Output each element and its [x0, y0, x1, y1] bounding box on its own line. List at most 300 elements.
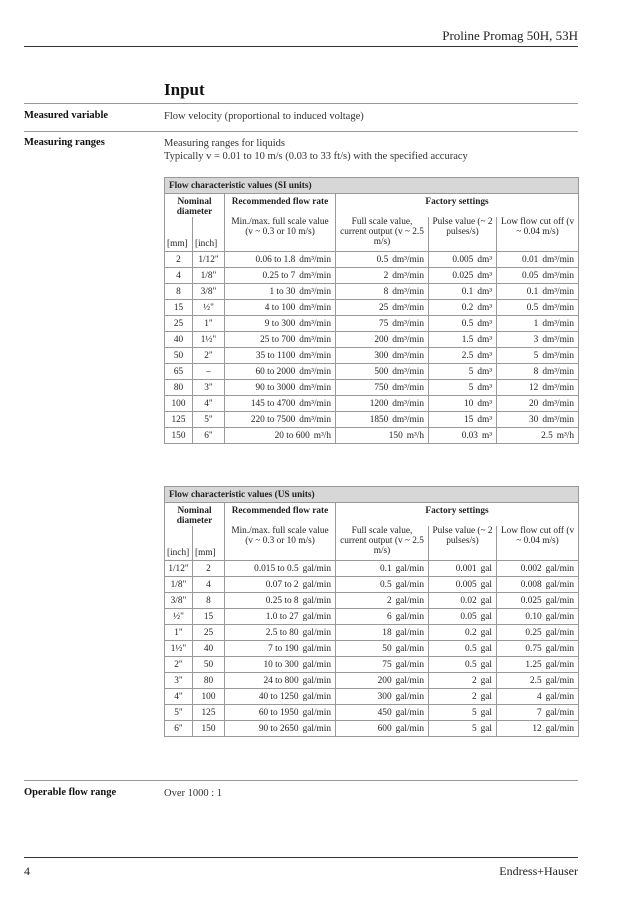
cell-unit: dm³	[477, 318, 492, 329]
table-cell: 6"	[165, 721, 193, 737]
document-title: Proline Promag 50H, 53H	[442, 28, 578, 43]
cell-unit: gal/min	[545, 707, 575, 718]
cell-unit: gal/min	[545, 723, 575, 734]
cell-unit: gal	[480, 691, 492, 702]
header-unit-mm: [mm]	[165, 217, 193, 252]
cell-unit: gal	[480, 643, 492, 654]
table-cell: 3"	[165, 673, 193, 689]
table-cell	[429, 641, 497, 657]
cell-value: 12	[529, 382, 539, 393]
cell-unit: gal/min	[395, 611, 424, 622]
cell-value: 15	[464, 414, 474, 425]
table-row	[165, 609, 579, 625]
cell-unit: dm³	[477, 270, 492, 281]
cell-unit: dm³/min	[542, 382, 575, 393]
cell-value: 0.10	[525, 611, 542, 622]
cell-value: 5	[471, 707, 477, 718]
cell-unit: gal/min	[545, 643, 575, 654]
cell-unit: gal/min	[302, 675, 331, 686]
cell-value: 0.5	[465, 643, 477, 654]
cell-value: 0.5	[379, 579, 392, 590]
table-cell	[225, 561, 336, 577]
cell-value: 24 to 800	[263, 675, 299, 686]
table-cell	[225, 364, 336, 380]
cell-value: 0.1	[526, 286, 539, 297]
table-cell: 4"	[165, 689, 193, 705]
cell-unit: gal/min	[395, 707, 424, 718]
table-cell	[336, 625, 429, 641]
table-cell: 1/12"	[165, 561, 193, 577]
cell-unit: dm³/min	[299, 270, 331, 281]
cell-value: 500	[374, 366, 389, 377]
cell-value: 0.2	[461, 302, 474, 313]
cell-value: 1.25	[525, 659, 542, 670]
cell-unit: gal	[480, 707, 492, 718]
cell-value: 0.02	[460, 595, 477, 606]
cell-unit: gal/min	[395, 723, 424, 734]
cell-value: 0.5	[461, 318, 474, 329]
table-cell: 5"	[193, 412, 225, 428]
cell-unit: dm³/min	[542, 302, 575, 313]
cell-value: 2	[386, 595, 392, 606]
cell-unit: dm³/min	[299, 414, 331, 425]
cell-value: 3	[533, 334, 539, 345]
cell-value: 300	[374, 350, 389, 361]
table-cell: 100	[165, 396, 193, 412]
table-row	[165, 705, 579, 721]
table-cell	[429, 673, 497, 689]
table-cell	[497, 721, 579, 737]
cell-unit: gal	[480, 595, 492, 606]
cell-value: 18	[382, 627, 392, 638]
cell-unit: dm³/min	[299, 398, 331, 409]
table-cell	[497, 348, 579, 364]
cell-unit: dm³/min	[299, 286, 331, 297]
table-cell: 80	[193, 673, 225, 689]
cell-value: 1	[533, 318, 539, 329]
table-cell: 15	[165, 300, 193, 316]
cell-value: 9 to 300	[264, 318, 296, 329]
cell-unit: gal/min	[395, 643, 424, 654]
table-row	[165, 300, 579, 316]
cell-value: 0.01	[522, 254, 539, 265]
table-row	[165, 428, 579, 444]
table-cell: 40	[165, 332, 193, 348]
table-cell	[429, 268, 497, 284]
header-minmax: Min./max. full scale value (v ~ 0.3 or 10 m/s)	[225, 526, 336, 561]
cell-value: 20	[529, 398, 539, 409]
table-cell	[336, 252, 429, 268]
cell-value: 20 to 600	[274, 430, 310, 441]
table-cell: 5"	[165, 705, 193, 721]
table-row	[165, 364, 579, 380]
cell-value: 2	[471, 675, 477, 686]
cell-value: 0.05	[460, 611, 477, 622]
table-cell	[225, 609, 336, 625]
table-cell: 1/8"	[193, 268, 225, 284]
us-flow-table	[164, 486, 579, 737]
cell-unit: dm³/min	[299, 350, 331, 361]
cell-value: 12	[532, 723, 542, 734]
cell-value: 0.03	[461, 430, 478, 441]
cell-unit: gal/min	[302, 627, 331, 638]
cell-value: 25 to 700	[260, 334, 296, 345]
cell-value: 6	[386, 611, 392, 622]
cell-value: 30	[529, 414, 539, 425]
table-cell	[336, 641, 429, 657]
cell-unit: gal/min	[545, 563, 575, 574]
table-cell	[336, 609, 429, 625]
table-cell	[429, 300, 497, 316]
table-cell	[336, 593, 429, 609]
cell-unit: dm³	[477, 302, 492, 313]
cell-unit: gal/min	[395, 595, 424, 606]
table-cell	[336, 348, 429, 364]
table-cell	[429, 657, 497, 673]
measured-variable-label: Measured variable	[24, 110, 109, 121]
cell-unit: dm³/min	[392, 414, 424, 425]
cell-value: 0.001	[455, 563, 477, 574]
table-cell	[497, 380, 579, 396]
cell-value: 10 to 300	[263, 659, 299, 670]
cell-unit: gal/min	[395, 563, 424, 574]
header-unit-inch: [inch]	[165, 526, 193, 561]
table-cell: 4"	[193, 396, 225, 412]
table-cell	[497, 396, 579, 412]
cell-unit: dm³/min	[392, 318, 424, 329]
table-cell	[497, 625, 579, 641]
table-cell	[225, 332, 336, 348]
table-cell: 1"	[165, 625, 193, 641]
cell-unit: gal/min	[302, 723, 331, 734]
cell-value: 5	[533, 350, 539, 361]
header-fullscale: Full scale value, current output (v ~ 2.5 m/s)	[336, 526, 429, 561]
cell-value: 0.25 to 8	[265, 595, 299, 606]
cell-unit: dm³/min	[299, 302, 331, 313]
cell-value: 0.015 to 0.5	[254, 563, 299, 574]
measuring-ranges-label: Measuring ranges	[24, 137, 105, 148]
table-cell: 2	[193, 561, 225, 577]
cell-value: 50	[382, 643, 392, 654]
measuring-ranges-line: Typically v = 0.01 to 10 m/s (0.03 to 33 ft/s) with the specified accuracy	[164, 151, 468, 162]
table-cell: 1½"	[165, 641, 193, 657]
cell-unit: gal/min	[395, 659, 424, 670]
table-cell	[429, 609, 497, 625]
table-cell	[429, 428, 497, 444]
cell-unit: dm³/min	[542, 254, 575, 265]
table-cell	[429, 561, 497, 577]
table-cell	[429, 625, 497, 641]
cell-unit: gal	[480, 563, 492, 574]
cell-value: 1200	[369, 398, 389, 409]
cell-value: 2.5	[461, 350, 474, 361]
table-row	[165, 348, 579, 364]
cell-value: 5	[468, 382, 474, 393]
table-cell	[225, 689, 336, 705]
header-nominal-diameter: Nominal diameter	[165, 194, 225, 218]
cell-unit: gal/min	[395, 627, 424, 638]
table-cell: 4	[165, 268, 193, 284]
cell-unit: gal/min	[545, 675, 575, 686]
cell-unit: dm³/min	[542, 414, 575, 425]
cell-value: 2.5	[541, 430, 553, 441]
table-cell: 80	[165, 380, 193, 396]
cell-unit: dm³	[477, 334, 492, 345]
table-cell	[497, 689, 579, 705]
table-cell: 3/8"	[165, 593, 193, 609]
cell-value: 0.5	[465, 659, 477, 670]
table-cell: 1½"	[193, 332, 225, 348]
cell-unit: gal/min	[302, 611, 331, 622]
header-factory-settings: Factory settings	[336, 194, 579, 218]
table-cell	[225, 396, 336, 412]
table-cell: 65	[165, 364, 193, 380]
cell-unit: dm³/min	[392, 286, 424, 297]
cell-value: 1850	[369, 414, 389, 425]
table-cell	[225, 721, 336, 737]
table-cell	[336, 412, 429, 428]
table-cell: 150	[165, 428, 193, 444]
table-cell: 3"	[193, 380, 225, 396]
cell-unit: gal/min	[545, 611, 575, 622]
cell-unit: gal	[480, 723, 492, 734]
cell-value: 450	[377, 707, 392, 718]
cell-unit: dm³/min	[542, 366, 575, 377]
measured-variable-value: Flow velocity (proportional to induced voltage)	[164, 111, 364, 122]
table-cell: 25	[193, 625, 225, 641]
table-cell	[336, 657, 429, 673]
table-cell	[225, 705, 336, 721]
cell-value: 220 to 7500	[250, 414, 296, 425]
table-cell	[497, 252, 579, 268]
table-cell: 2	[165, 252, 193, 268]
table-cell	[336, 316, 429, 332]
si-flow-table	[164, 177, 579, 444]
table-cell: 2"	[193, 348, 225, 364]
cell-unit: dm³/min	[542, 334, 575, 345]
table-cell	[225, 428, 336, 444]
table-cell	[225, 577, 336, 593]
cell-value: 1 to 30	[269, 286, 296, 297]
table-row	[165, 561, 579, 577]
cell-value: 2.5 to 80	[265, 627, 299, 638]
table-cell	[429, 721, 497, 737]
cell-value: 0.2	[465, 627, 477, 638]
cell-value: 0.25 to 7	[262, 270, 296, 281]
cell-value: 0.1	[379, 563, 392, 574]
table-cell	[225, 625, 336, 641]
cell-unit: dm³/min	[392, 382, 424, 393]
operable-flow-range-value: Over 1000 : 1	[164, 788, 223, 799]
table-cell	[225, 412, 336, 428]
table-cell	[429, 284, 497, 300]
cell-unit: gal	[480, 675, 492, 686]
cell-unit: dm³/min	[299, 254, 331, 265]
table-cell	[225, 252, 336, 268]
cell-unit: dm³	[477, 414, 492, 425]
cell-unit: gal/min	[302, 595, 331, 606]
cell-unit: dm³/min	[542, 350, 575, 361]
cell-value: 75	[378, 318, 389, 329]
cell-unit: dm³/min	[542, 318, 575, 329]
divider	[24, 780, 578, 781]
table-cell: 150	[193, 721, 225, 737]
cell-value: 25	[378, 302, 389, 313]
table-cell	[497, 268, 579, 284]
cell-unit: dm³/min	[392, 334, 424, 345]
table-cell	[497, 561, 579, 577]
cell-value: 0.025	[452, 270, 474, 281]
table-cell	[429, 689, 497, 705]
cell-value: 0.75	[525, 643, 542, 654]
table-cell	[225, 300, 336, 316]
cell-value: 150	[388, 430, 403, 441]
cell-unit: gal	[480, 659, 492, 670]
table-cell: 2"	[165, 657, 193, 673]
cell-value: 600	[377, 723, 392, 734]
table-cell	[497, 300, 579, 316]
cell-unit: dm³	[477, 366, 492, 377]
cell-unit: gal/min	[545, 579, 575, 590]
cell-value: 5	[468, 366, 474, 377]
table-cell	[336, 268, 429, 284]
cell-unit: gal	[480, 579, 492, 590]
header-minmax: Min./max. full scale value (v ~ 0.3 or 10 m/s)	[225, 217, 336, 252]
footer-rule	[24, 857, 578, 858]
cell-unit: dm³/min	[542, 286, 575, 297]
table-cell	[336, 284, 429, 300]
cell-unit: dm³/min	[392, 350, 424, 361]
table-row	[165, 593, 579, 609]
cell-unit: dm³	[477, 286, 492, 297]
cell-value: 5	[471, 723, 477, 734]
table-cell	[336, 577, 429, 593]
page-number: 4	[24, 864, 30, 878]
table-cell	[225, 641, 336, 657]
table-cell	[336, 396, 429, 412]
table-cell	[336, 380, 429, 396]
cell-unit: m³/h	[406, 430, 424, 441]
cell-value: 0.25	[525, 627, 542, 638]
header-lowflow: Low flow cut off (v ~ 0.04 m/s)	[497, 526, 579, 561]
table-cell	[336, 689, 429, 705]
cell-value: 7	[536, 707, 542, 718]
cell-value: 200	[374, 334, 389, 345]
table-cell: 50	[193, 657, 225, 673]
table-cell	[497, 657, 579, 673]
header-pulse: Pulse value (~ 2 pulses/s)	[429, 526, 497, 561]
table-cell	[429, 252, 497, 268]
table-cell	[336, 561, 429, 577]
table-row	[165, 689, 579, 705]
cell-value: 2	[471, 691, 477, 702]
table-cell: 25	[165, 316, 193, 332]
cell-value: 1.0 to 27	[265, 611, 299, 622]
cell-value: 0.025	[520, 595, 542, 606]
table-cell	[429, 577, 497, 593]
table-cell: 1/8"	[165, 577, 193, 593]
cell-unit: dm³	[477, 350, 492, 361]
cell-unit: gal/min	[302, 691, 331, 702]
table-row	[165, 252, 579, 268]
divider	[24, 103, 578, 104]
cell-unit: gal/min	[302, 707, 331, 718]
cell-unit: gal	[480, 627, 492, 638]
table-cell	[225, 348, 336, 364]
table-cell	[497, 609, 579, 625]
table-cell	[429, 705, 497, 721]
operable-flow-range-label: Operable flow range	[24, 787, 117, 798]
cell-unit: gal/min	[302, 643, 331, 654]
cell-unit: m³	[481, 430, 492, 441]
table-cell: 15	[193, 609, 225, 625]
table-cell	[497, 673, 579, 689]
table-cell	[429, 593, 497, 609]
table-cell: 8	[165, 284, 193, 300]
table-row	[165, 396, 579, 412]
table-cell	[497, 284, 579, 300]
table-cell: 40	[193, 641, 225, 657]
table-cell	[225, 380, 336, 396]
table-cell	[429, 380, 497, 396]
table-cell	[497, 428, 579, 444]
cell-value: 1.5	[461, 334, 474, 345]
cell-value: 300	[377, 691, 392, 702]
table-cell: 50	[165, 348, 193, 364]
table-cell	[336, 673, 429, 689]
cell-unit: gal/min	[302, 579, 331, 590]
header-recommended-flow: Recommended flow rate	[225, 194, 336, 218]
table-row	[165, 380, 579, 396]
table-cell: ½"	[165, 609, 193, 625]
cell-value: 4 to 100	[264, 302, 296, 313]
cell-value: 2.5	[530, 675, 542, 686]
cell-unit: dm³/min	[392, 366, 424, 377]
cell-value: 145 to 4700	[250, 398, 296, 409]
cell-value: 90 to 3000	[255, 382, 296, 393]
header-pulse: Pulse value (~ 2 pulses/s)	[429, 217, 497, 252]
table-cell	[497, 705, 579, 721]
brand-name: Endress+Hauser	[499, 864, 578, 878]
table-cell	[497, 316, 579, 332]
table-cell: 3/8"	[193, 284, 225, 300]
cell-unit: gal/min	[545, 595, 575, 606]
table-cell	[336, 721, 429, 737]
table-row	[165, 657, 579, 673]
cell-value: 0.005	[455, 579, 477, 590]
cell-unit: dm³/min	[392, 302, 424, 313]
table-row	[165, 625, 579, 641]
cell-unit: dm³	[477, 382, 492, 393]
table-row	[165, 721, 579, 737]
header-unit-inch: [inch]	[193, 217, 225, 252]
table-cell	[497, 364, 579, 380]
table-cell	[225, 657, 336, 673]
table-cell	[497, 593, 579, 609]
cell-unit: gal/min	[302, 563, 331, 574]
table-cell	[225, 673, 336, 689]
table-row	[165, 332, 579, 348]
cell-value: 0.002	[520, 563, 542, 574]
measuring-ranges-value	[164, 137, 468, 163]
cell-value: 0.06 to 1.8	[255, 254, 296, 265]
cell-value: 10	[464, 398, 474, 409]
cell-value: 4	[536, 691, 542, 702]
cell-unit: gal/min	[545, 659, 575, 670]
cell-unit: gal/min	[395, 691, 424, 702]
table-cell	[336, 705, 429, 721]
cell-value: 750	[374, 382, 389, 393]
